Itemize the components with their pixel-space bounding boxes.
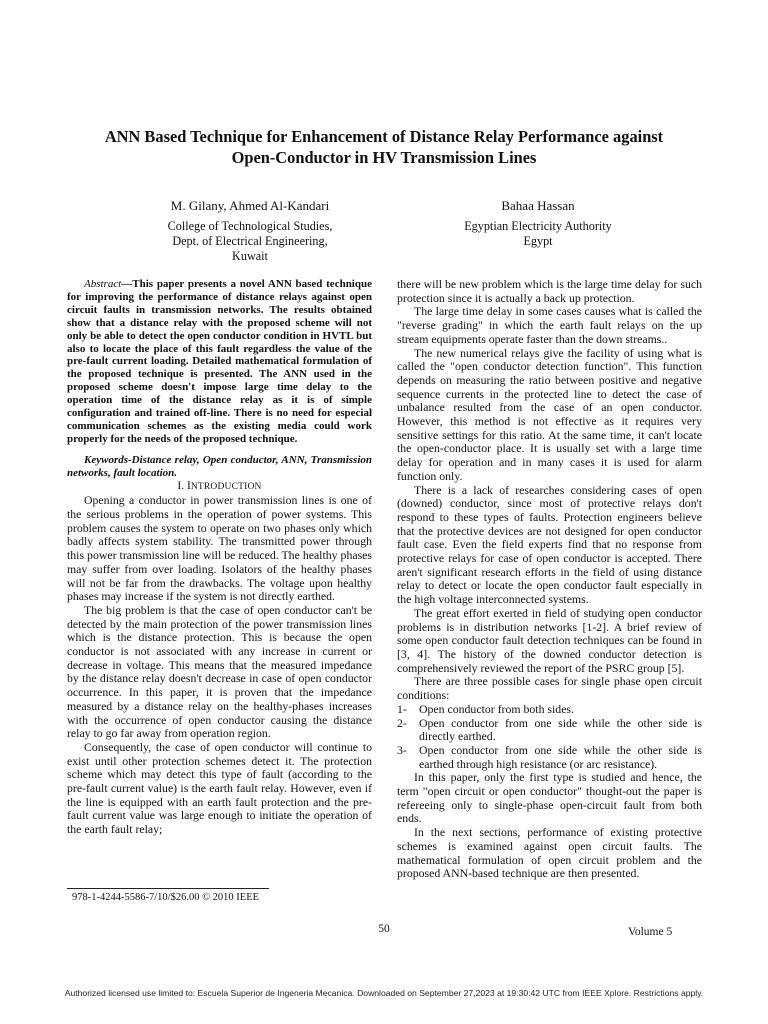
open-circuit-cases-list [397, 703, 702, 772]
body-paragraph: The large time delay in some cases causes what is called the "reverse grading" in which the earth fault relays on the up stream equipments operate faster than the down streams.. [397, 304, 702, 346]
author-block-right [418, 198, 658, 249]
abstract-dash: — [121, 278, 133, 290]
abstract-text: This paper presents a novel ANN based technique for improving the performance of distance relays against open circuit faults in transmission networks. The results obtained show that a distance relay with the proposed scheme will not only be able to detect the open conductor condition in HVTL but also to locate the place of this fault regardless the value of the pre-fault current loading. Detailed mathematical formulation of the proposed technique is presented. The ANN used in the proposed scheme doesn't impose large time delay to the operation time of the distance relay as it is of simple configuration and trained off-line. There is no need for especial communication schemes as the existing media could work properly for the needs of the proposed technique. [67, 278, 372, 445]
body-paragraph: The big problem is that the case of open conductor can't be detected by the main protection of the power transmission lines which is the distance protection. This is because the open conductor is not associated with any increase in current or decrease in voltage. This means that the measured impedance by the distance relay doesn't decrease in case of open conductor occurrence. In this paper, it is proven that the impedance measured by a distance relay on the healthy-phases increases with the occurrence of open conductor causing the distance relay to go far away from operation region. [67, 602, 372, 741]
footnote-rule [67, 888, 269, 889]
section-heading-introduction: I. INTRODUCTION [177, 479, 262, 492]
body-paragraph: There are three possible cases for single phase open circuit conditions: [397, 674, 702, 703]
title-line-2: Open-Conductor in HV Transmission Lines [231, 148, 537, 167]
body-paragraph: The great effort exerted in field of studying open conductor problems is in distribution networks [1-2]. A brief review of some open conductor fault detection techniques can be found in [3, 4]. The history of the downed conductor detection is comprehensively reviewed the report of the PSRC group [5]. [397, 605, 702, 675]
body-paragraph: In this paper, only the first type is studied and hence, the term "open circuit or open conductor" thought-out the paper is refereeing only to single-phase open-circuit fault from both ends. [397, 770, 702, 826]
body-paragraph: Opening a conductor in power transmission lines is one of the serious problems in the operation of power systems. This problem causes the system to operate on two phases only which badly affects system stability. The transmitted power through this power transmission line will be reduced. The healthy phases may suffer from over loading. Isolators of the healthy phases will not be far from the drawbacks. The voltage upon healthy phases may increase if the system is not directly earthed. [67, 493, 372, 604]
license-notice: Authorized licensed use limited to: Escuela Superior de Ingeneria Mecanica. Downloaded on September 27,2023 at 19:30:42 UTC from IEEE Xplore. Restrictions apply. [64, 988, 704, 998]
page-number: 50 [378, 923, 390, 935]
body-paragraph: In the next sections, performance of existing protective schemes is examined against open circuit faults. The mathematical formulation of open circuit problem and the proposed ANN-based technique are then presented. [397, 825, 702, 881]
abstract [67, 278, 372, 446]
affiliation-line: Dept. of Electrical Engineering, [172, 234, 328, 248]
body-paragraph: The new numerical relays give the facility of using what is called the "open conductor detection function". This function depends on measuring the ratio between positive and negative sequence currents in the protected line to detect the case of unbalance resulted from the case of an open conductor. However, this method is not effective as it requires very sensitive settings for this ratio. At the same time, it can't locate the open-conductor place. It is usually set with a large time delay for operation and in many cases it is used for alarm function only. [397, 345, 702, 483]
volume-label: Volume 5 [628, 926, 673, 938]
author-block-left [130, 198, 370, 264]
keywords-label: Keywords- [84, 453, 132, 466]
paper-title [60, 126, 708, 168]
list-item: 1- Open conductor from both sides. [397, 701, 574, 716]
author-names-left: M. Gilany, Ahmed Al-Kandari [170, 198, 330, 213]
affiliation-line: Egypt [523, 234, 553, 248]
body-paragraph: There is a lack of researches considering cases of open (downed) conductor, since most of protective relays don't respond to these types of faults. Protection engineers believe that the protective devices are not designed for open conductor fault case. Even the field experts find that no response from protective relays for case of open conductor is accepted. There aren't significant research efforts in the field of using distance relay to detect or locate the open conductor fault especially in the high voltage interconnected systems. [397, 482, 702, 607]
copyright-footnote: 978-1-4244-5586-7/10/$26.00 © 2010 IEEE [72, 892, 260, 903]
left-column [67, 278, 372, 837]
affiliation-line: College of Technological Studies, [167, 219, 333, 233]
abstract-label: Abstract [84, 278, 122, 290]
right-column [397, 278, 702, 881]
body-paragraph: Consequently, the case of open conductor will continue to exist until other protection schemes detect it. The protection scheme which may detect this type of fault (according to the pre-fault current value) is the earth fault relay. However, even if the line is equipped with an earth fault protection and the pre-fault current value was large enough to initiate the operation of the earth fault relay; [67, 739, 372, 837]
affiliation-line: Egyptian Electricity Authority [464, 219, 612, 233]
list-item: 3- Open conductor from one side while the other side is earthed through high resistance (or arc resistance). [397, 742, 702, 771]
keywords-text: Distance relay, Open conductor, ANN, Transmission networks, fault location. [67, 453, 372, 479]
keywords [67, 454, 372, 480]
affiliation-line: Kuwait [232, 249, 268, 263]
body-paragraph: there will be new problem which is the large time delay for such protection since it is actually a back up protection. [397, 277, 702, 305]
title-line-1: ANN Based Technique for Enhancement of Distance Relay Performance against [104, 127, 664, 146]
author-names-right: Bahaa Hassan [501, 198, 575, 213]
list-item: 2- Open conductor from one side while the other side is directly earthed. [397, 715, 702, 744]
